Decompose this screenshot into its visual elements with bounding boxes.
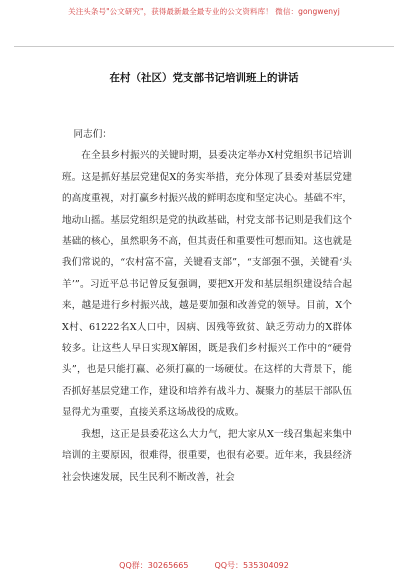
footer-contact [0, 560, 408, 571]
document-body [62, 124, 352, 488]
header-divider [14, 46, 394, 47]
footer-qq-number: QQ号：535304092 [214, 561, 289, 570]
body-paragraph-2: 我想，这正是县委花这么大力气，把大家从X一线召集起来集中培训的主要原因，很难得，很重要，也很有必要。近年来，我县经济社会快速发展，民生民利不断改善，社会 [62, 428, 352, 483]
document-title: 在村（社区）党支部书记培训班上的讲话 [109, 72, 299, 84]
header-banner: 关注头条号"公文研究"，获得最新最全最专业的公文资料库！ 微信：gongwenyj [68, 7, 340, 16]
salutation: 同志们： [73, 129, 112, 140]
body-paragraph-1: 在全县乡村振兴的关键时期，县委决定举办X村党组织书记培训班。这是抓好基层党建促X的务实举措，充分体现了县委对基层党建的高度重视，对打赢乡村振兴战的鲜明态度和坚定决心。基础不牢，地动山摇。基层党组织是党的执政基础，村党支部书记则是我们这个基础的核心，虽然职务不高，但其责任和重要性可想而知。这也就是我们常说的，“农村富不富，关键看支部”，“支部强不强，关键看‘头羊’”。习近平总书记曾反复强调，要把X开发和基层组织建设结合起来，越是进行乡村振兴战，越是要加强和改善党的领导。目前，X个X村、61222名X人口中，因病、因残等致贫、缺乏劳动力的X群体较多。让这些人早日实现X解困，既是我们乡村振兴工作中的“硬骨头”，也是只能打赢、必须打赢的一场硬仗。在这样的大背景下，能否抓好基层党建工作，建设和培养有战斗力、凝聚力的基层干部队伍显得尤为重要，直接关系这场战役的成败。 [62, 150, 352, 419]
footer-qq-group: QQ群：30265665 [119, 561, 189, 570]
